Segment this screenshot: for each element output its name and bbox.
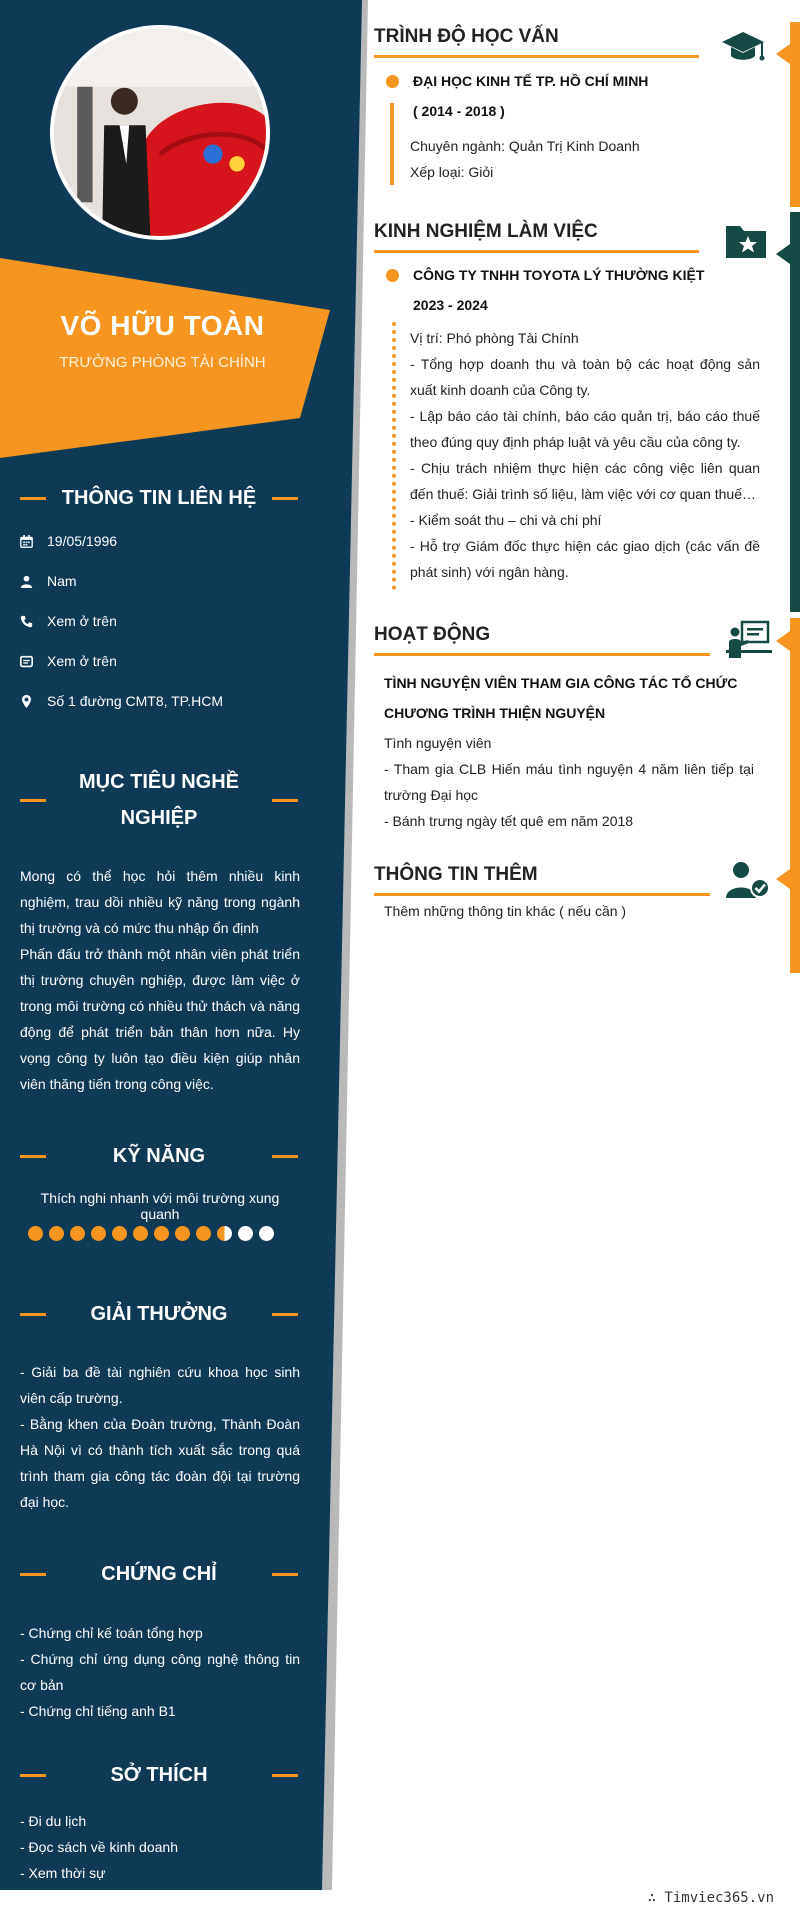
objective-heading — [20, 764, 298, 836]
rating-dot — [70, 1226, 85, 1241]
rating-dot-empty — [238, 1226, 253, 1241]
heading-dash — [20, 1155, 46, 1158]
section-underline — [374, 55, 699, 58]
duty-item: - Lập báo cáo tài chính, báo cáo quản trị, báo cáo thuế theo đúng quy định pháp luật và yêu cầu của công ty. — [410, 408, 760, 450]
certificate-item: - Chứng chỉ ứng dụng công nghệ thông tin cơ bản — [20, 1651, 300, 1693]
duty-item: - Chịu trách nhiệm thực hiện các công việc liên quan đến thuế: Giải trình số liệu, làm việc với cơ quan thuế… — [410, 460, 760, 502]
duty-item: - Kiểm soát thu – chi và chi phí — [410, 512, 602, 528]
heading-dash — [272, 799, 298, 802]
extra-info-heading: THÔNG TIN THÊM — [374, 864, 538, 885]
edge-pointer — [776, 631, 790, 651]
candidate-name: VÕ HỮU TOÀN — [60, 310, 265, 341]
contact-heading — [20, 480, 298, 516]
timeline-dot — [386, 269, 399, 282]
contact-phone-text: Xem ở trên — [47, 613, 117, 629]
objective-paragraph-1: Mong có thể học hỏi thêm nhiều kinh nghiệm, trau dồi nhiều kỹ năng trong ngành thị trường và có mức thu nhập ổn định — [20, 868, 300, 936]
duty-item: - Tổng hợp doanh thu và toàn bộ các hoạt động sản xuất kinh doanh của Công ty. — [410, 356, 760, 398]
contact-gender — [20, 570, 77, 592]
heading-dash — [272, 1573, 298, 1576]
edge-bar-experience — [790, 212, 800, 612]
heading-dash — [272, 497, 298, 500]
awards-heading-text: GIẢI THƯỞNG — [90, 1303, 228, 1325]
edge-pointer — [776, 869, 790, 889]
contact-email[interactable] — [20, 650, 117, 672]
skill-name: Thích nghi nhanh với môi trường xung quanh — [40, 1190, 280, 1222]
avatar-photo — [54, 29, 266, 236]
contact-birthday — [20, 530, 117, 552]
calendar-icon — [20, 535, 47, 548]
education-heading: TRÌNH ĐỘ HỌC VẤN — [374, 26, 559, 47]
education-grade: Xếp loại: Giỏi — [410, 164, 494, 180]
experience-position: Vị trí: Phó phòng Tài Chính — [410, 330, 579, 346]
contact-address-text: Số 1 đường CMT8, TP.HCM — [47, 693, 223, 709]
activity-title: TÌNH NGUYỆN VIÊN THAM GIA CÔNG TÁC TỔ CHỨC CHƯƠNG TRÌNH THIỆN NGUYỆN — [384, 675, 738, 721]
skills-heading-text: KỸ NĂNG — [112, 1145, 206, 1167]
rating-dot-empty — [259, 1226, 274, 1241]
phone-icon — [20, 615, 47, 628]
user-icon — [20, 575, 47, 588]
objective-paragraph-2: Phấn đấu trở thành một nhân viên phát triển thị trường chuyên nghiệp, được làm việc ở trong môi trường có nhiều thử thách và năng động để phát triển bản thân hơn nữa. Hy vọng công ty luôn tạo điều kiện giúp nhân viên thăng tiến trong công việc. — [20, 946, 300, 1092]
heading-dash — [20, 1573, 46, 1576]
timeline-dotted-bar — [392, 322, 396, 590]
folder-star-icon — [724, 222, 770, 262]
rating-dot — [175, 1226, 190, 1241]
experience-company: CÔNG TY TNHH TOYOTA LÝ THƯỜNG KIỆT — [413, 267, 705, 283]
certificates-text — [20, 1620, 300, 1724]
activities-heading: HOẠT ĐỘNG — [374, 624, 491, 645]
hobbies-heading-text: SỞ THÍCH — [110, 1764, 208, 1786]
skill-rating — [28, 1226, 274, 1241]
contact-gender-text: Nam — [47, 573, 77, 589]
certificate-item: - Chứng chỉ kế toán tổng hợp — [20, 1625, 203, 1641]
heading-dash — [20, 497, 46, 500]
section-underline — [374, 250, 699, 253]
email-icon — [20, 655, 47, 668]
activity-item: - Bánh trưng ngày tết quê em năm 2018 — [384, 813, 634, 829]
skills-heading — [20, 1138, 298, 1174]
objective-heading-line1: MỤC TIÊU NGHỀ — [79, 771, 239, 793]
objective-heading-line2: NGHIỆP — [120, 807, 198, 829]
hobbies-text — [20, 1808, 300, 1886]
heading-dash — [272, 1313, 298, 1316]
heading-dash — [272, 1774, 298, 1777]
rating-dot — [196, 1226, 211, 1241]
rating-dot — [91, 1226, 106, 1241]
awards-text — [20, 1359, 300, 1515]
rating-dot — [49, 1226, 64, 1241]
contact-birthday-text: 19/05/1996 — [47, 533, 118, 549]
activity-item: - Tham gia CLB Hiến máu tình nguyện 4 năm liên tiếp tại trường Đại học — [384, 761, 754, 803]
awards-heading — [20, 1296, 298, 1332]
extra-info-text: Thêm những thông tin khác ( nếu cần ) — [384, 903, 627, 919]
education-major: Chuyên ngành: Quản Trị Kinh Doanh — [410, 138, 640, 154]
rating-dot — [112, 1226, 127, 1241]
contact-address — [20, 690, 223, 712]
hobby-item: - Xem thời sự — [20, 1865, 106, 1881]
edge-pointer — [776, 44, 790, 64]
heading-dash — [20, 1774, 46, 1777]
presentation-board-icon — [726, 620, 772, 660]
rating-dot — [28, 1226, 43, 1241]
graduation-cap-icon — [720, 28, 766, 68]
rating-dot — [133, 1226, 148, 1241]
rating-dot — [154, 1226, 169, 1241]
contact-phone[interactable] — [20, 610, 117, 632]
heading-dash — [272, 1155, 298, 1158]
hobby-item: - Đọc sách về kinh doanh — [20, 1839, 178, 1855]
certificates-heading-text: CHỨNG CHỈ — [101, 1563, 217, 1585]
certificate-item: - Chứng chỉ tiếng anh B1 — [20, 1703, 176, 1719]
objective-text — [20, 863, 300, 1097]
edge-bar-education — [790, 22, 800, 207]
experience-duties — [410, 351, 760, 585]
section-underline — [374, 893, 710, 896]
timeline-dot — [386, 75, 399, 88]
activity-role: Tình nguyện viên — [384, 735, 492, 751]
experience-heading: KINH NGHIỆM LÀM VIỆC — [374, 221, 598, 242]
user-check-icon — [726, 860, 772, 900]
section-underline — [374, 653, 710, 656]
heading-dash — [20, 1313, 46, 1316]
rating-dot-half — [217, 1226, 232, 1241]
award-item: - Bằng khen của Đoàn trường, Thành Đoàn Hà Nội vì có thành tích xuất sắc trong quá trình tham gia công tác đoàn đội tại trường đại học. — [20, 1416, 300, 1510]
activity-details — [384, 756, 754, 834]
timeline-bar — [390, 103, 394, 185]
contact-email-text: Xem ở trên — [47, 653, 117, 669]
heading-dash — [20, 799, 46, 802]
candidate-title: TRƯỞNG PHÒNG TÀI CHÍNH — [59, 354, 266, 371]
edge-bar-activities — [790, 618, 800, 973]
avatar — [50, 25, 270, 240]
experience-period: 2023 - 2024 — [413, 297, 488, 313]
hobby-item: - Đi du lịch — [20, 1813, 87, 1829]
education-school: ĐẠI HỌC KINH TẾ TP. HỒ CHÍ MINH — [413, 73, 649, 89]
contact-heading-text: THÔNG TIN LIÊN HỆ — [61, 487, 257, 509]
education-period: ( 2014 - 2018 ) — [413, 103, 505, 119]
footer-brand[interactable]: ∴ Timviec365.vn — [647, 1890, 774, 1906]
location-icon — [20, 695, 47, 708]
hobbies-heading — [20, 1757, 298, 1793]
certificates-heading — [20, 1556, 298, 1592]
duty-item: - Hỗ trợ Giám đốc thực hiện các giao dịch (các vấn đề phát sinh) với ngân hàng. — [410, 538, 760, 580]
award-item: - Giải ba đề tài nghiên cứu khoa học sinh viên cấp trường. — [20, 1364, 300, 1406]
edge-pointer — [776, 244, 790, 264]
